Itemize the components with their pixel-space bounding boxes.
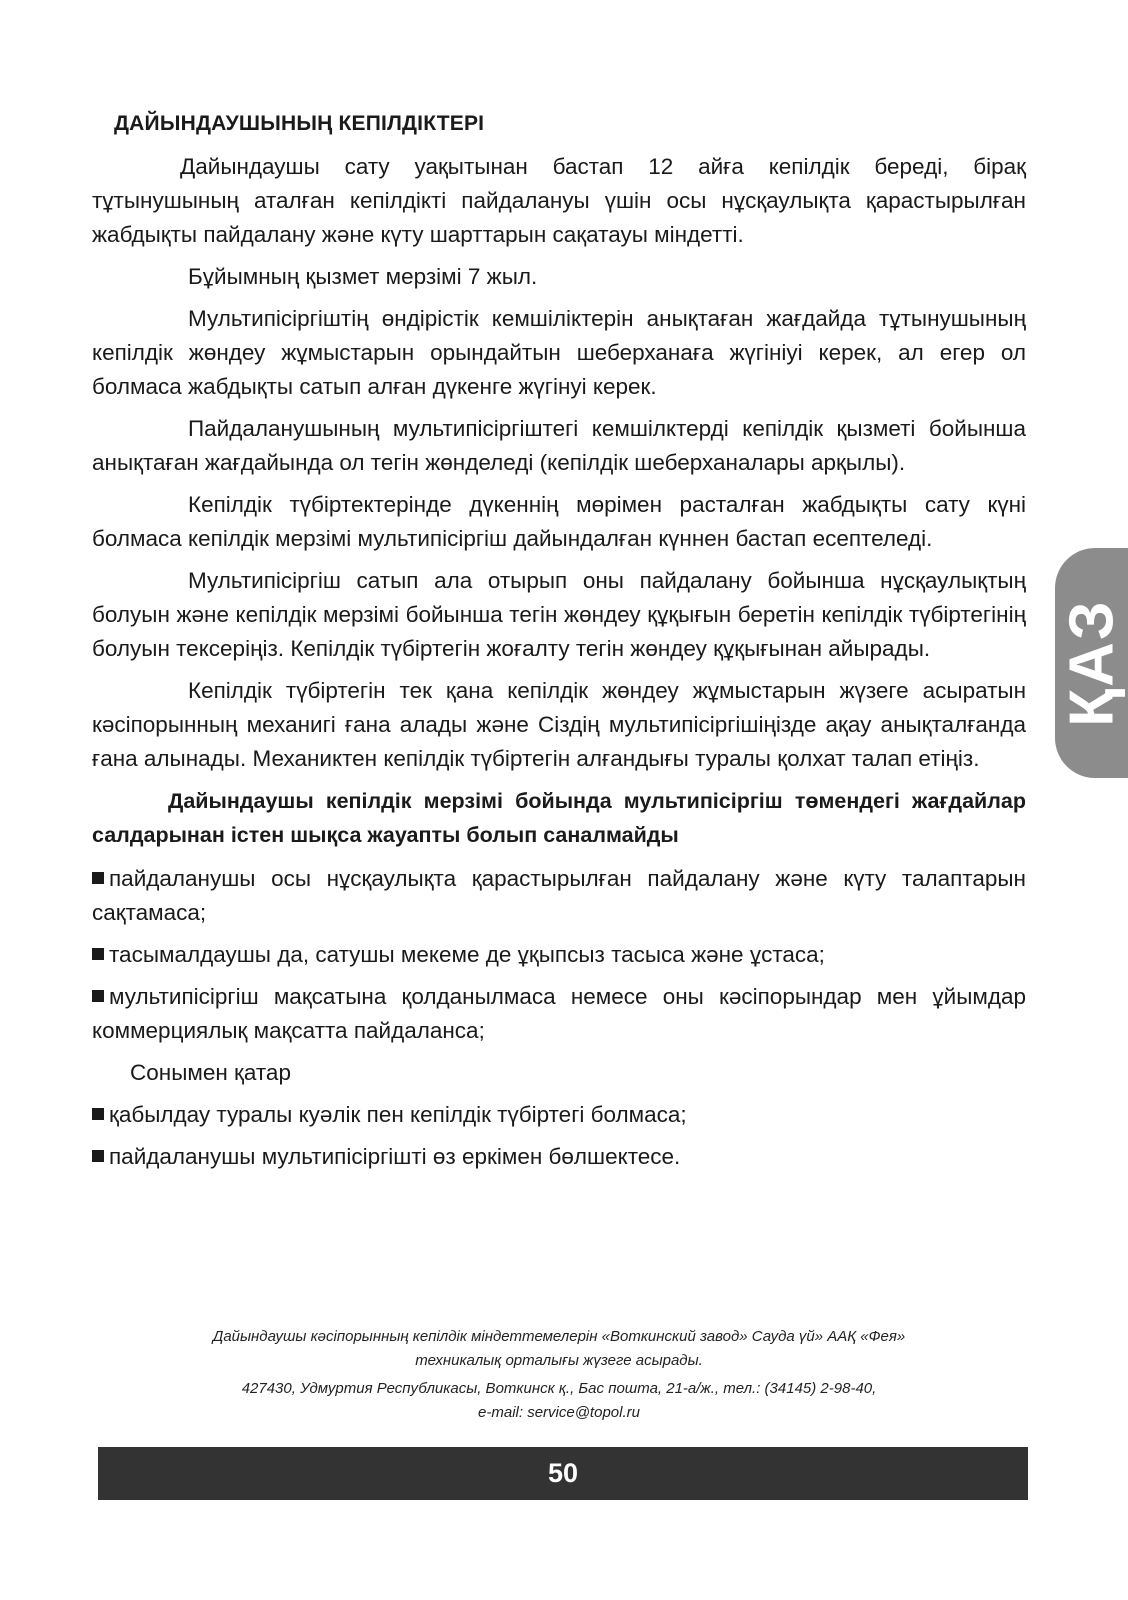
list-item-text: тасымалдаушы да, сатушы мекеме де ұқыпсыз тасыса және ұстаса; [109, 942, 825, 967]
paragraph: Бұйымның қызмет мерзімі 7 жыл. [188, 264, 538, 289]
document-body [92, 112, 1026, 1182]
language-tab [1055, 548, 1128, 778]
paragraph: Кепілдік түбіртегін тек қана кепілдік жөндеу жұмыстарын жүзеге асыратын кәсіпорынның механигі ғана алады және Сіздің мультипісіргішіңізде ақау анықталғанда ғана алынады. Механиктен кепілдік түбіртегін алғандығы туралы қолхат талап етіңіз. [92, 678, 1026, 771]
list-item [92, 1098, 1026, 1132]
page-number: 50 [547, 1458, 579, 1488]
paragraph: Дайындаушы сату уақытынан бастап 12 айға кепілдік береді, бірақ тұтынушының аталған кепілдікті пайдалануы үшін осы нұсқаулықта қарастырылған жабдықты пайдалану және күту шарттарын сақатауы міндетті. [92, 154, 1026, 247]
list-item [92, 980, 1026, 1048]
page-number-bar [98, 1447, 1028, 1500]
bullet-square-icon [92, 1150, 104, 1162]
list-item-text: пайдаланушы мультипісіргішті өз еркімен бөлшектесе. [109, 1144, 681, 1169]
list-item-text: пайдаланушы осы нұсқаулықта қарастырылған пайдалану және күту талаптарын сақтамаса; [92, 866, 1026, 925]
bullet-square-icon [92, 872, 104, 884]
footer-email: e-mail: service@topol.ru [478, 1404, 640, 1421]
paragraph: Мультипісіргіш сатып ала отырып оны пайдалану бойынша нұсқаулықтың болуын және кепілдік мерзімі бойынша тегін жөндеу құқығын беретін кепілдік түбіртегінің болуын тексеріңіз. Кепілдік түбіртегін жоғалту тегін жөндеу құқығынан айырады. [92, 568, 1026, 661]
section-heading: ДАЙЫНДАУШЫНЫҢ КЕПІЛДІКТЕРІ [114, 112, 485, 135]
paragraph: Мультипісіргіштің өндірістік кемшіліктерін анықтаған жағдайда тұтынушының кепілдік жөндеу жұмыстарын орындайтын шеберханаға жүгініуі керек, ал егер ол болмаса жабдықты сатып алған дүкенге жүгінуі керек. [92, 306, 1026, 399]
list-item [92, 862, 1026, 930]
bullet-square-icon [92, 1108, 104, 1120]
list-item-text: қабылдау туралы куәлік пен кепілдік түбіртегі болмаса; [109, 1102, 687, 1127]
list-item-text: мультипісіргіш мақсатына қолданылмаса немесе оны кәсіпорындар мен ұйымдар коммерциялық мақсатта пайдаланса; [92, 984, 1026, 1043]
footer-line: Дайындаушы кәсіпорынның кепілдік міндеттемелерін «Воткинский завод» Сауда үй» ААҚ «Фея» [212, 1328, 906, 1345]
list-item [92, 938, 1026, 972]
language-tab-label: ҚАЗ [1057, 599, 1126, 727]
subheading: Сонымен қатар [130, 1060, 291, 1085]
list-item [92, 1140, 1026, 1174]
footer-line: техникалық орталығы жүзеге асырады. [415, 1352, 703, 1369]
bullet-square-icon [92, 990, 104, 1002]
paragraph: Кепілдік түбіртектерінде дүкеннің мөрімен расталған жабдықты сату күні болмаса кепілдік мерзімі мультипісіргіш дайындалған күннен бастап есептеледі. [92, 492, 1026, 551]
bullet-square-icon [92, 948, 104, 960]
bold-paragraph: Дайындаушы кепілдік мерзімі бойында мультипісіргіш төмендегі жағдайлар салдарынан істен шықса жауапты болып саналмайды [92, 789, 1026, 847]
footer-line: 427430, Удмуртия Республикасы, Воткинск қ., Бас пошта, 21-а/ж., тел.: (34145) 2-98-40, [241, 1380, 877, 1397]
footer-note [92, 1325, 1026, 1425]
paragraph: Пайдаланушының мультипісіргіштегі кемшілктерді кепілдік қызметі бойынша анықтаған жағдайында ол тегін жөнделеді (кепілдік шеберханалары арқылы). [92, 416, 1026, 475]
